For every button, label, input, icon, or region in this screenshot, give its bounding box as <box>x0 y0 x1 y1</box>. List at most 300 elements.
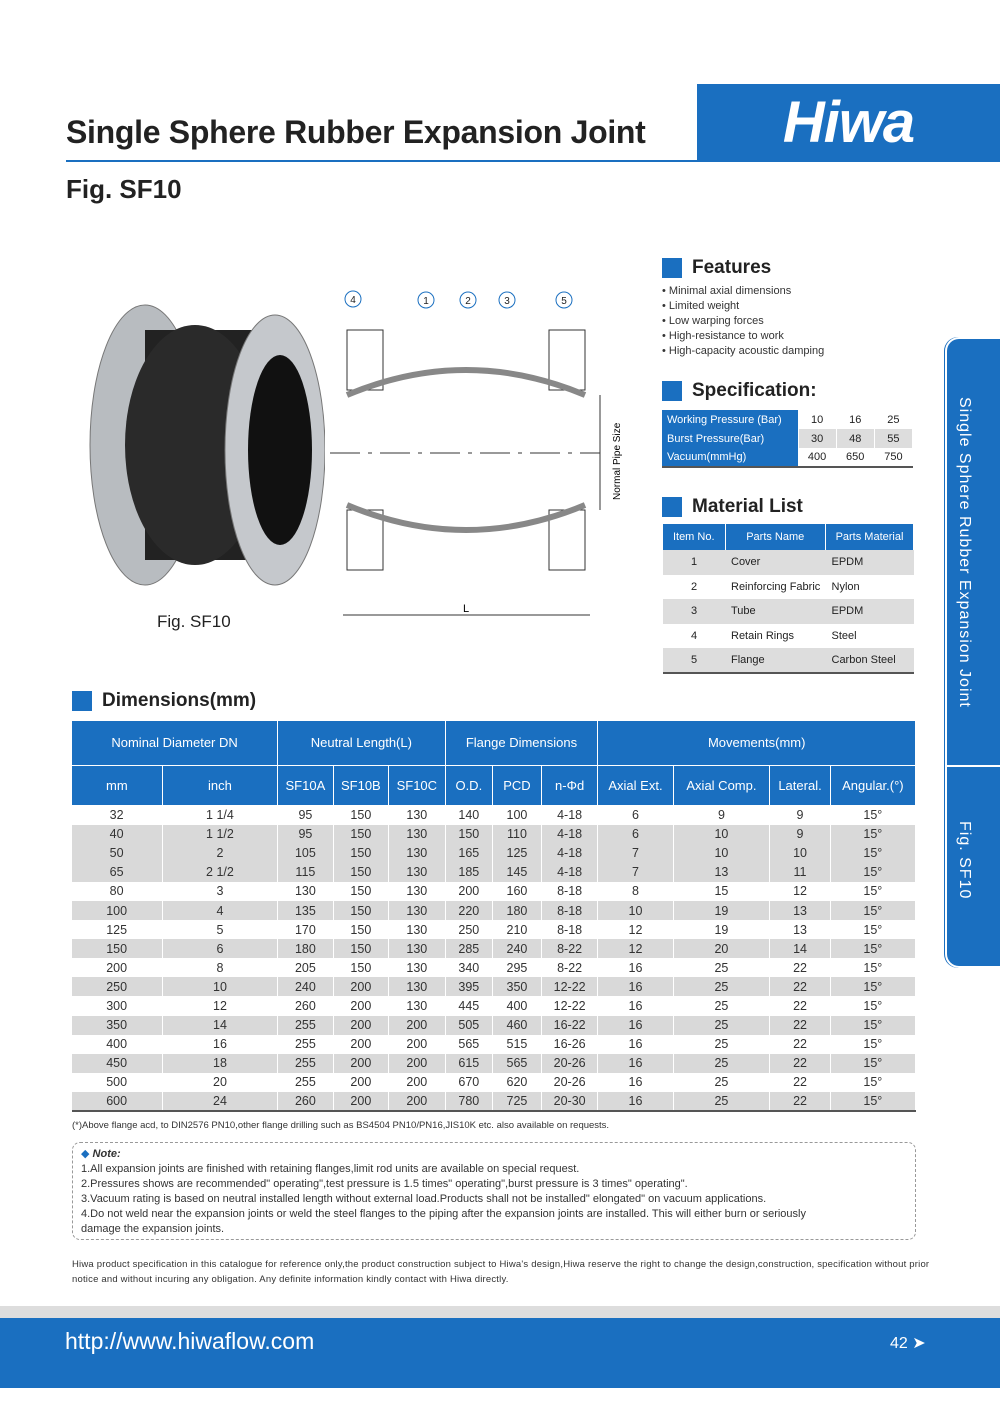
table-cell: 16-26 <box>541 1035 598 1054</box>
table-cell: 255 <box>278 1035 333 1054</box>
feature-item: • Low warping forces <box>662 314 824 329</box>
table-cell: 8-18 <box>541 920 598 939</box>
table-cell: 150 <box>333 920 388 939</box>
feature-item: • High-capacity acoustic damping <box>662 344 824 359</box>
group-header: Movements(mm) <box>598 721 916 766</box>
table-cell: 12 <box>770 882 830 901</box>
photo-caption: Fig. SF10 <box>157 612 231 631</box>
material-row <box>663 575 914 600</box>
table-cell: 115 <box>278 863 333 882</box>
table-cell: 130 <box>389 958 445 977</box>
side-tab-fig: Fig. SF10 <box>956 821 973 900</box>
group-header: Flange Dimensions <box>445 721 598 766</box>
table-cell: 130 <box>389 920 445 939</box>
table-cell: 200 <box>333 1016 388 1035</box>
table-cell: 200 <box>333 1092 388 1111</box>
table-cell: 200 <box>389 1092 445 1111</box>
material-list-heading <box>662 496 803 518</box>
table-cell: 10 <box>770 844 830 863</box>
feature-item: • Limited weight <box>662 299 824 314</box>
table-row <box>72 1092 916 1111</box>
table-cell: 150 <box>333 844 388 863</box>
material-cell: 2 <box>690 580 698 593</box>
table-cell: 500 <box>72 1073 163 1092</box>
note-title: Note: <box>92 1148 121 1160</box>
col-header: O.D. <box>445 766 493 806</box>
spec-value: 16 <box>836 410 874 429</box>
material-row <box>663 599 914 624</box>
table-cell: 13 <box>673 863 770 882</box>
table-cell: 15° <box>830 825 915 844</box>
material-cell: Carbon Steel <box>826 648 914 673</box>
table-cell: 150 <box>333 939 388 958</box>
table-cell: 22 <box>770 996 830 1015</box>
table-cell: 22 <box>770 958 830 977</box>
table-cell: 130 <box>389 844 445 863</box>
table-cell: 10 <box>162 977 277 996</box>
table-row <box>72 939 916 958</box>
table-cell: 14 <box>770 939 830 958</box>
footnote: (*)Above flange acd, to DIN2576 PN10,other flange drilling such as BS4504 PN10/PN16,JIS10K etc. also available on requests. <box>72 1120 610 1131</box>
table-cell: 250 <box>445 920 493 939</box>
table-cell: 15° <box>830 1092 915 1111</box>
table-cell: 340 <box>445 958 493 977</box>
table-cell: 6 <box>162 939 277 958</box>
table-cell: 100 <box>72 901 163 920</box>
feature-item: • High-resistance to work <box>662 329 824 344</box>
table-cell: 105 <box>278 844 333 863</box>
table-cell: 515 <box>493 1035 542 1054</box>
table-cell: 150 <box>333 901 388 920</box>
specification-title: Specification: <box>692 380 817 401</box>
note-item: 4.Do not weld near the expansion joints or weld the steel flanges to the piping after the expansion joints are installed. This will either burn or seriously damage the expansion joints. <box>81 1208 806 1235</box>
table-cell: 130 <box>389 977 445 996</box>
material-cell: EPDM <box>826 599 914 624</box>
table-cell: 505 <box>445 1016 493 1035</box>
table-cell: 180 <box>278 939 333 958</box>
material-cell: Steel <box>831 629 857 642</box>
material-list-title: Material List <box>692 496 803 517</box>
spec-row <box>662 410 913 429</box>
table-row <box>72 958 916 977</box>
table-cell: 160 <box>493 882 542 901</box>
hiwa-logo: Hiwa <box>697 84 1000 161</box>
table-row <box>72 1073 916 1092</box>
table-cell: 130 <box>278 882 333 901</box>
table-cell: 22 <box>770 1035 830 1054</box>
table-cell: 16 <box>598 1054 673 1073</box>
table-cell: 125 <box>72 920 163 939</box>
table-cell: 9 <box>673 806 770 825</box>
table-cell: 565 <box>493 1054 542 1073</box>
table-cell: 350 <box>493 977 542 996</box>
note-item: 2.Pressures shows are recommended" operating",test pressure is 1.5 times" operating",burst pressure is 3 times" operating". <box>81 1178 688 1190</box>
table-cell: 16 <box>598 1016 673 1035</box>
table-cell: 210 <box>493 920 542 939</box>
spec-value: 750 <box>874 448 912 467</box>
table-cell: 15° <box>830 1016 915 1035</box>
table-cell: 130 <box>389 863 445 882</box>
material-cell: 5 <box>663 648 725 673</box>
table-cell: 95 <box>278 825 333 844</box>
table-cell: 205 <box>278 958 333 977</box>
table-cell: 20-26 <box>541 1054 598 1073</box>
table-cell: 3 <box>162 882 277 901</box>
col-header: Axial Ext. <box>598 766 673 806</box>
table-cell: 12 <box>162 996 277 1015</box>
figure-label: Fig. SF10 <box>66 174 182 204</box>
table-cell: 200 <box>389 1016 445 1035</box>
table-cell: 15° <box>830 901 915 920</box>
group-header: Nominal Diameter DN <box>72 721 278 766</box>
table-cell: 670 <box>445 1073 493 1092</box>
spec-value: 400 <box>798 448 836 467</box>
table-row <box>72 882 916 901</box>
table-cell: 460 <box>493 1016 542 1035</box>
material-cell: Flange <box>725 648 826 673</box>
col-header: Lateral. <box>770 766 830 806</box>
table-cell: 50 <box>72 844 163 863</box>
spec-value: 650 <box>836 448 874 467</box>
table-cell: 19 <box>673 901 770 920</box>
table-cell: 145 <box>493 863 542 882</box>
table-cell: 10 <box>673 825 770 844</box>
table-cell: 32 <box>72 806 163 825</box>
table-cell: 16 <box>598 1092 673 1111</box>
table-cell: 22 <box>770 1054 830 1073</box>
square-bullet-icon <box>662 497 682 517</box>
table-cell: 16 <box>598 1035 673 1054</box>
table-cell: 220 <box>445 901 493 920</box>
specification-heading <box>662 380 817 402</box>
table-cell: 255 <box>278 1054 333 1073</box>
table-cell: 100 <box>493 806 542 825</box>
table-cell: 285 <box>445 939 493 958</box>
features-title: Features <box>692 257 772 278</box>
table-cell: 14 <box>162 1016 277 1035</box>
table-cell: 150 <box>72 939 163 958</box>
callout-5: 5 <box>561 296 567 307</box>
square-bullet-icon <box>662 258 682 278</box>
table-row <box>72 806 916 825</box>
table-cell: 4-18 <box>541 844 598 863</box>
table-cell: 150 <box>445 825 493 844</box>
table-cell: 200 <box>72 958 163 977</box>
table-cell: 185 <box>445 863 493 882</box>
table-cell: 15° <box>830 863 915 882</box>
side-tab-divider <box>947 765 1000 767</box>
table-cell: 25 <box>673 1016 770 1035</box>
table-cell: 65 <box>72 863 163 882</box>
table-cell: 445 <box>445 996 493 1015</box>
spec-label: Burst Pressure(Bar) <box>662 429 798 448</box>
table-cell: 13 <box>770 901 830 920</box>
table-row <box>72 1054 916 1073</box>
col-header: SF10A <box>278 766 333 806</box>
table-cell: 240 <box>493 939 542 958</box>
table-cell: 16 <box>598 996 673 1015</box>
table-cell: 1 1/4 <box>162 806 277 825</box>
side-tab <box>945 337 1000 968</box>
dimensions-table <box>71 720 916 1112</box>
table-cell: 725 <box>493 1092 542 1111</box>
table-row <box>72 901 916 920</box>
col-header: Axial Comp. <box>673 766 770 806</box>
table-cell: 200 <box>333 1073 388 1092</box>
table-cell: 8-22 <box>541 939 598 958</box>
table-cell: 150 <box>333 882 388 901</box>
table-cell: 255 <box>278 1016 333 1035</box>
col-header: mm <box>72 766 163 806</box>
table-cell: 15° <box>830 920 915 939</box>
table-cell: 2 1/2 <box>162 863 277 882</box>
material-cell: 1 <box>663 550 725 575</box>
table-cell: 15° <box>830 977 915 996</box>
table-cell: 240 <box>278 977 333 996</box>
product-photo <box>75 285 325 605</box>
spec-value: 10 <box>798 410 836 429</box>
table-cell: 12-22 <box>541 996 598 1015</box>
table-cell: 15° <box>830 996 915 1015</box>
features-list <box>662 284 824 359</box>
table-cell: 200 <box>333 996 388 1015</box>
table-cell: 12 <box>598 939 673 958</box>
table-cell: 20 <box>673 939 770 958</box>
page-title: Single Sphere Rubber Expansion Joint <box>66 114 646 150</box>
table-cell: 150 <box>333 958 388 977</box>
table-cell: 135 <box>278 901 333 920</box>
material-cell: Nylon <box>831 580 860 593</box>
table-cell: 25 <box>673 1035 770 1054</box>
table-cell: 15° <box>830 844 915 863</box>
table-cell: 130 <box>389 825 445 844</box>
callout-4: 4 <box>350 295 356 306</box>
table-cell: 255 <box>278 1073 333 1092</box>
col-header: Angular.(°) <box>830 766 915 806</box>
table-cell: 110 <box>493 825 542 844</box>
table-cell: 11 <box>770 863 830 882</box>
material-cell: Tube <box>725 599 826 624</box>
table-row <box>72 844 916 863</box>
table-cell: 150 <box>333 863 388 882</box>
material-cell: Cover <box>725 550 826 575</box>
table-cell: 130 <box>389 882 445 901</box>
table-cell: 16 <box>598 977 673 996</box>
table-cell: 125 <box>493 844 542 863</box>
table-cell: 15° <box>830 1054 915 1073</box>
col-header: Item No. <box>663 524 725 550</box>
spec-value: 55 <box>874 429 912 448</box>
footer <box>0 1318 1000 1388</box>
table-cell: 16 <box>598 958 673 977</box>
table-cell: 25 <box>673 1092 770 1111</box>
dimensions-title: Dimensions(mm) <box>102 690 257 711</box>
table-cell: 19 <box>673 920 770 939</box>
table-row <box>72 1035 916 1054</box>
table-cell: 25 <box>673 977 770 996</box>
table-cell: 8-18 <box>541 901 598 920</box>
table-cell: 16 <box>598 1073 673 1092</box>
diamond-icon: ◆ <box>81 1148 90 1160</box>
table-cell: 4 <box>162 901 277 920</box>
table-cell: 22 <box>770 977 830 996</box>
dimensions-heading <box>72 690 256 712</box>
table-cell: 6 <box>598 806 673 825</box>
table-cell: 295 <box>493 958 542 977</box>
dimension-L: L <box>462 603 470 615</box>
square-bullet-icon <box>72 691 92 711</box>
material-cell: EPDM <box>826 550 914 575</box>
spec-value: 30 <box>798 429 836 448</box>
spec-row <box>662 429 913 448</box>
material-row <box>663 550 914 575</box>
table-cell: 10 <box>598 901 673 920</box>
dimension-pipe-size: Normal Pipe Size <box>612 422 623 500</box>
table-cell: 130 <box>389 996 445 1015</box>
table-cell: 4-18 <box>541 806 598 825</box>
table-cell: 25 <box>673 958 770 977</box>
table-cell: 565 <box>445 1035 493 1054</box>
table-cell: 16 <box>162 1035 277 1054</box>
table-cell: 9 <box>770 806 830 825</box>
note-box <box>72 1142 916 1240</box>
col-header: Parts Name <box>725 524 826 550</box>
table-cell: 8-22 <box>541 958 598 977</box>
square-bullet-icon <box>662 381 682 401</box>
table-row <box>72 977 916 996</box>
table-cell: 395 <box>445 977 493 996</box>
table-cell: 95 <box>278 806 333 825</box>
table-cell: 4-18 <box>541 825 598 844</box>
table-cell: 200 <box>333 977 388 996</box>
table-cell: 170 <box>278 920 333 939</box>
material-cell: Retain Rings <box>731 629 794 642</box>
col-header: PCD <box>493 766 542 806</box>
material-cell: 4 <box>690 629 698 642</box>
table-cell: 200 <box>389 1054 445 1073</box>
col-header: n-Φd <box>541 766 598 806</box>
table-cell: 165 <box>445 844 493 863</box>
page-number: 42 ➤ <box>890 1335 926 1352</box>
table-cell: 15° <box>830 1073 915 1092</box>
table-cell: 7 <box>598 863 673 882</box>
table-cell: 250 <box>72 977 163 996</box>
table-cell: 260 <box>278 1092 333 1111</box>
table-cell: 600 <box>72 1092 163 1111</box>
spec-label: Vacuum(mmHg) <box>662 448 798 467</box>
table-cell: 13 <box>770 920 830 939</box>
table-cell: 140 <box>445 806 493 825</box>
table-cell: 15° <box>830 958 915 977</box>
side-tab-title: Single Sphere Rubber Expansion Joint <box>956 397 973 708</box>
table-cell: 615 <box>445 1054 493 1073</box>
spec-value: 25 <box>874 410 912 429</box>
table-cell: 15° <box>830 806 915 825</box>
col-header: inch <box>162 766 277 806</box>
table-cell: 6 <box>598 825 673 844</box>
table-cell: 12 <box>598 920 673 939</box>
table-cell: 80 <box>72 882 163 901</box>
features-heading <box>662 257 771 279</box>
table-cell: 450 <box>72 1054 163 1073</box>
table-cell: 22 <box>770 1073 830 1092</box>
spec-value: 48 <box>836 429 874 448</box>
table-cell: 15° <box>830 939 915 958</box>
col-header: SF10C <box>389 766 445 806</box>
callout-1: 1 <box>423 296 429 307</box>
table-cell: 2 <box>162 844 277 863</box>
col-header: SF10B <box>333 766 388 806</box>
note-item: 3.Vacuum rating is based on neutral installed length without external load.Products shall not be installed" elongated" on vacuum applications. <box>81 1193 767 1205</box>
table-cell: 7 <box>598 844 673 863</box>
table-cell: 5 <box>162 920 277 939</box>
table-row <box>72 1016 916 1035</box>
table-cell: 22 <box>770 1092 830 1111</box>
table-cell: 150 <box>333 825 388 844</box>
table-cell: 400 <box>72 1035 163 1054</box>
table-cell: 780 <box>445 1092 493 1111</box>
table-cell: 15° <box>830 1035 915 1054</box>
table-cell: 10 <box>673 844 770 863</box>
table-cell: 20-26 <box>541 1073 598 1092</box>
table-cell: 22 <box>770 1016 830 1035</box>
table-cell: 8-18 <box>541 882 598 901</box>
table-cell: 25 <box>673 1054 770 1073</box>
table-row <box>72 996 916 1015</box>
table-cell: 180 <box>493 901 542 920</box>
table-cell: 9 <box>770 825 830 844</box>
table-cell: 200 <box>389 1035 445 1054</box>
feature-item: • Minimal axial dimensions <box>662 284 824 299</box>
table-cell: 400 <box>493 996 542 1015</box>
table-cell: 8 <box>598 882 673 901</box>
table-cell: 130 <box>389 806 445 825</box>
note-item: 1.All expansion joints are finished with retaining flanges,limit rod units are available on special request. <box>81 1163 580 1175</box>
website-link[interactable]: http://www.hiwaflow.com <box>65 1328 315 1354</box>
spec-label: Working Pressure (Bar) <box>662 410 798 429</box>
callout-2: 2 <box>465 296 471 307</box>
specification-table <box>662 410 913 468</box>
table-cell: 130 <box>389 901 445 920</box>
spec-row <box>662 448 913 467</box>
material-table <box>663 524 914 674</box>
table-row <box>72 920 916 939</box>
table-cell: 300 <box>72 996 163 1015</box>
callout-3: 3 <box>504 296 510 307</box>
table-cell: 18 <box>162 1054 277 1073</box>
table-cell: 4-18 <box>541 863 598 882</box>
table-cell: 16-22 <box>541 1016 598 1035</box>
table-cell: 12-22 <box>541 977 598 996</box>
table-cell: 620 <box>493 1073 542 1092</box>
table-row <box>72 863 916 882</box>
material-row <box>663 624 914 649</box>
table-cell: 350 <box>72 1016 163 1035</box>
table-cell: 20 <box>162 1073 277 1092</box>
table-row <box>72 825 916 844</box>
table-cell: 25 <box>673 1073 770 1092</box>
material-cell: 3 <box>663 599 725 624</box>
col-header: Parts Material <box>826 524 914 550</box>
disclaimer: Hiwa product specification in this catalogue for reference only,the product construction subject to Hiwa's design,Hiwa reserve the right to change the design,construction, specification without prior notice and without incuring any obligation. Any definite information kindly contact with Hiwa directly. <box>72 1259 930 1285</box>
group-header: Neutral Length(L) <box>278 721 445 766</box>
table-cell: 200 <box>333 1054 388 1073</box>
table-cell: 200 <box>445 882 493 901</box>
material-cell: Reinforcing Fabric <box>731 580 821 593</box>
table-cell: 200 <box>389 1073 445 1092</box>
table-cell: 24 <box>162 1092 277 1111</box>
table-cell: 15 <box>673 882 770 901</box>
